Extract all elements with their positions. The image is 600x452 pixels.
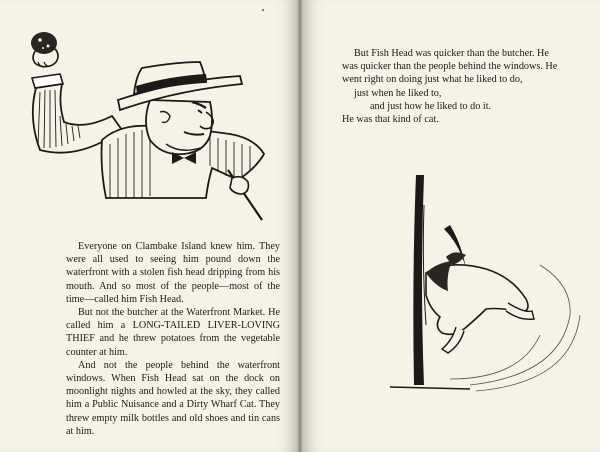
page-speck: [262, 9, 264, 11]
paragraph-2: But not the butcher at the Waterfront Market. He called him a LONG-TAILED LIVER-LOVING THIEF and he threw potatoes from the vegetable counter at him.: [66, 307, 280, 358]
butcher-illustration: [14, 20, 274, 230]
left-page: [0, 0, 298, 452]
right-line-2: just when he liked to,: [354, 87, 442, 99]
left-page-text: [66, 240, 280, 438]
paragraph-3: And not the people behind the waterfront windows. When Fish Head sat on the dock on moonlight nights and howled at the sky, they called him a Public Nuisance and a Dirty Wharf Cat. They threw empty milk bottles and old shoes and tin cans at him.: [66, 359, 280, 437]
right-line-3: and just how he liked to do it.: [370, 100, 492, 112]
cat-illustration: [390, 165, 585, 405]
right-page-text: [342, 47, 558, 126]
right-line-4: He was that kind of cat.: [342, 114, 439, 126]
paragraph-1: Everyone on Clambake Island knew him. They were all used to seeing him pound down the waterfront with a stolen fish head dripping from his mouth. And so most of the people—most of the time—called him Fish Head.: [66, 241, 280, 305]
right-line-1: But Fish Head was quicker than the butcher. He was quicker than the people behind the windows. He went right on doing just what he liked to do,: [342, 48, 558, 86]
